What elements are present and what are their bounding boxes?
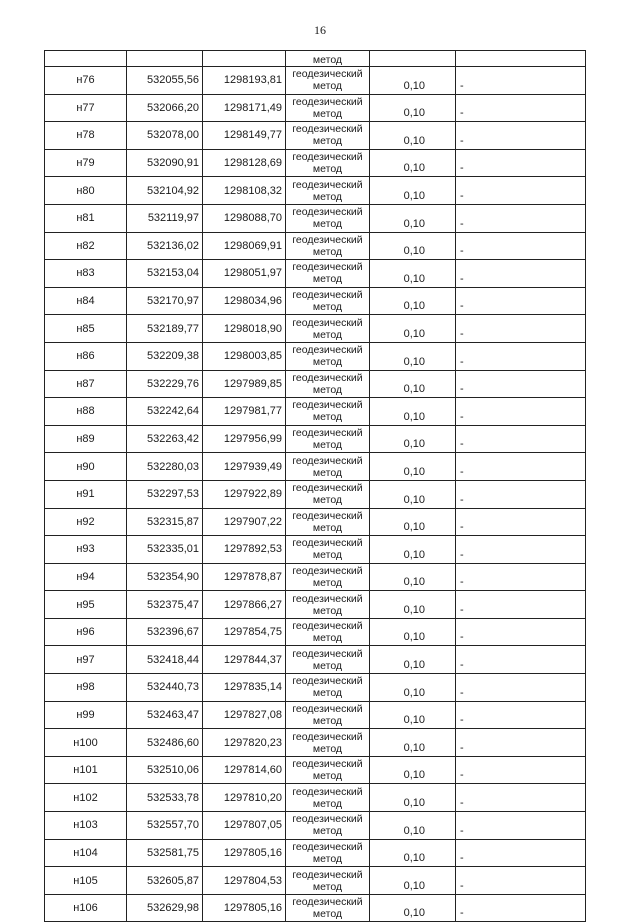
method-cell (286, 67, 370, 95)
accuracy-cell: 0,10 (370, 756, 456, 784)
point-number-cell: н103 (45, 812, 127, 840)
y-coordinate-cell: 1298193,81 (203, 67, 286, 95)
x-coordinate-cell: 532629,98 (127, 894, 203, 922)
method-line-2: метод (312, 411, 343, 424)
method-line-2: метод (312, 328, 343, 341)
method-cell (286, 370, 370, 398)
method-line-2: метод (312, 687, 343, 700)
point-number-cell: н78 (45, 122, 127, 150)
y-coordinate-cell: 1297827,08 (203, 701, 286, 729)
table-row (45, 701, 586, 729)
y-coordinate-cell: 1297805,16 (203, 839, 286, 867)
x-coordinate-cell: 532557,70 (127, 812, 203, 840)
table-row (45, 894, 586, 922)
table-row (45, 480, 586, 508)
method-line-2: метод (312, 825, 343, 838)
y-coordinate-cell: 1297989,85 (203, 370, 286, 398)
method-cell (286, 729, 370, 757)
y-coordinate-cell: 1298069,91 (203, 232, 286, 260)
point-number-cell: н92 (45, 508, 127, 536)
table-row (45, 204, 586, 232)
x-coordinate-cell: 532335,01 (127, 536, 203, 564)
y-coordinate-cell: 1297907,22 (203, 508, 286, 536)
method-cell (286, 536, 370, 564)
accuracy-cell: 0,10 (370, 508, 456, 536)
method-cell (286, 315, 370, 343)
x-coordinate-cell: 532090,91 (127, 149, 203, 177)
y-coordinate-cell: 1298171,49 (203, 94, 286, 122)
x-coordinate-cell: 532605,87 (127, 867, 203, 895)
method-line-1: геодезический (292, 316, 363, 329)
x-coordinate-cell: 532055,56 (127, 67, 203, 95)
x-coordinate-cell: 532375,47 (127, 591, 203, 619)
x-coordinate-cell: 532440,73 (127, 674, 203, 702)
method-line-1: геодезический (292, 95, 363, 108)
point-number-cell: н101 (45, 756, 127, 784)
table-row (45, 508, 586, 536)
description-cell: - (456, 398, 586, 426)
method-line-2: метод (312, 797, 343, 810)
method-line-1: геодезический (292, 509, 363, 522)
method-cell (286, 425, 370, 453)
accuracy-cell: 0,10 (370, 618, 456, 646)
table-row (45, 177, 586, 205)
point-number-cell: н99 (45, 701, 127, 729)
method-line-1: геодезический (292, 647, 363, 660)
y-coordinate-cell: 1298149,77 (203, 122, 286, 150)
method-line-1: геодезический (292, 564, 363, 577)
method-cell (286, 839, 370, 867)
description-cell: - (456, 646, 586, 674)
method-line-2: метод (312, 908, 343, 921)
method-line-1: геодезический (292, 399, 363, 412)
point-number-cell: н80 (45, 177, 127, 205)
description-cell: - (456, 315, 586, 343)
description-cell: - (456, 94, 586, 122)
method-line-2: метод (312, 273, 343, 286)
method-line-2: метод (312, 190, 343, 203)
method-line-2: метод (312, 742, 343, 755)
method-line-2: метод (312, 301, 343, 314)
method-line-2: метод (312, 659, 343, 672)
accuracy-cell: 0,10 (370, 563, 456, 591)
method-line-1: геодезический (292, 454, 363, 467)
method-line-2: метод (312, 218, 343, 231)
description-cell: - (456, 425, 586, 453)
y-coordinate-cell: 1297807,05 (203, 812, 286, 840)
point-number-cell: н82 (45, 232, 127, 260)
header-cell-method: метод (286, 51, 370, 67)
method-cell (286, 701, 370, 729)
method-cell (286, 508, 370, 536)
accuracy-cell: 0,10 (370, 67, 456, 95)
table-row (45, 674, 586, 702)
page-number: 16 (314, 23, 326, 37)
y-coordinate-cell: 1297939,49 (203, 453, 286, 481)
x-coordinate-cell: 532396,67 (127, 618, 203, 646)
description-cell: - (456, 370, 586, 398)
table-row (45, 122, 586, 150)
method-line-2: метод (312, 245, 343, 258)
description-cell: - (456, 591, 586, 619)
description-cell: - (456, 784, 586, 812)
description-cell: - (456, 177, 586, 205)
table-row (45, 591, 586, 619)
accuracy-cell: 0,10 (370, 177, 456, 205)
accuracy-cell: 0,10 (370, 674, 456, 702)
table-row (45, 287, 586, 315)
method-cell (286, 756, 370, 784)
method-line-1: геодезический (292, 868, 363, 881)
x-coordinate-cell: 532078,00 (127, 122, 203, 150)
method-cell (286, 204, 370, 232)
header-cell (45, 51, 127, 67)
method-line-1: геодезический (292, 620, 363, 633)
header-cell (203, 51, 286, 67)
method-line-1: геодезический (292, 675, 363, 688)
table-row (45, 315, 586, 343)
y-coordinate-cell: 1297866,27 (203, 591, 286, 619)
y-coordinate-cell: 1298034,96 (203, 287, 286, 315)
description-cell: - (456, 342, 586, 370)
table-row (45, 812, 586, 840)
table-row (45, 260, 586, 288)
y-coordinate-cell: 1297810,20 (203, 784, 286, 812)
point-number-cell: н104 (45, 839, 127, 867)
table-row (45, 563, 586, 591)
accuracy-cell: 0,10 (370, 287, 456, 315)
table-row (45, 67, 586, 95)
method-line-2: метод (312, 494, 343, 507)
point-number-cell: н96 (45, 618, 127, 646)
x-coordinate-cell: 532581,75 (127, 839, 203, 867)
table-row (45, 536, 586, 564)
method-line-2: метод (312, 466, 343, 479)
table-row (45, 370, 586, 398)
method-line-2: метод (312, 632, 343, 645)
y-coordinate-cell: 1298003,85 (203, 342, 286, 370)
method-line-1: геодезический (292, 896, 363, 909)
x-coordinate-cell: 532119,97 (127, 204, 203, 232)
method-cell (286, 342, 370, 370)
point-number-cell: н88 (45, 398, 127, 426)
method-line-2: метод (312, 852, 343, 865)
description-cell: - (456, 563, 586, 591)
description-cell: - (456, 122, 586, 150)
y-coordinate-cell: 1297814,60 (203, 756, 286, 784)
table-row (45, 646, 586, 674)
point-number-cell: н90 (45, 453, 127, 481)
y-coordinate-cell: 1297922,89 (203, 480, 286, 508)
table-row (45, 729, 586, 757)
accuracy-cell: 0,10 (370, 315, 456, 343)
method-line-1: геодезический (292, 785, 363, 798)
method-cell (286, 563, 370, 591)
method-line-1: геодезический (292, 427, 363, 440)
x-coordinate-cell: 532136,02 (127, 232, 203, 260)
y-coordinate-cell: 1297844,37 (203, 646, 286, 674)
description-cell: - (456, 287, 586, 315)
point-number-cell: н100 (45, 729, 127, 757)
method-line-2: метод (312, 604, 343, 617)
y-coordinate-cell: 1297820,23 (203, 729, 286, 757)
x-coordinate-cell: 532297,53 (127, 480, 203, 508)
x-coordinate-cell: 532315,87 (127, 508, 203, 536)
description-cell: - (456, 618, 586, 646)
point-number-cell: н86 (45, 342, 127, 370)
description-cell: - (456, 536, 586, 564)
point-number-cell: н81 (45, 204, 127, 232)
description-cell: - (456, 674, 586, 702)
header-cell (370, 51, 456, 67)
method-cell (286, 480, 370, 508)
method-cell (286, 812, 370, 840)
y-coordinate-cell: 1297878,87 (203, 563, 286, 591)
y-coordinate-cell: 1298128,69 (203, 149, 286, 177)
method-line-2: метод (312, 576, 343, 589)
method-cell (286, 94, 370, 122)
description-cell: - (456, 729, 586, 757)
method-line-2: метод (312, 521, 343, 534)
method-line-2: метод (312, 880, 343, 893)
description-cell: - (456, 67, 586, 95)
accuracy-cell: 0,10 (370, 204, 456, 232)
method-line-1: геодезический (292, 68, 363, 81)
table-row (45, 232, 586, 260)
y-coordinate-cell: 1298051,97 (203, 260, 286, 288)
method-line-2: метод (312, 107, 343, 120)
description-cell: - (456, 232, 586, 260)
accuracy-cell: 0,10 (370, 370, 456, 398)
method-line-2: метод (312, 770, 343, 783)
method-cell (286, 591, 370, 619)
method-line-1: геодезический (292, 537, 363, 550)
point-number-cell: н89 (45, 425, 127, 453)
method-line-1: геодезический (292, 123, 363, 136)
point-number-cell: н97 (45, 646, 127, 674)
table-row (45, 618, 586, 646)
accuracy-cell: 0,10 (370, 260, 456, 288)
method-cell (286, 260, 370, 288)
header-cell (127, 51, 203, 67)
table-row (45, 784, 586, 812)
x-coordinate-cell: 532153,04 (127, 260, 203, 288)
table-row (45, 453, 586, 481)
method-line-1: геодезический (292, 371, 363, 384)
continued-header-row (45, 51, 586, 67)
method-cell (286, 232, 370, 260)
x-coordinate-cell: 532189,77 (127, 315, 203, 343)
accuracy-cell: 0,10 (370, 646, 456, 674)
table-row (45, 867, 586, 895)
point-number-cell: н98 (45, 674, 127, 702)
point-number-cell: н106 (45, 894, 127, 922)
method-line-2: метод (312, 135, 343, 148)
method-line-1: геодезический (292, 758, 363, 771)
table-row (45, 425, 586, 453)
description-cell: - (456, 701, 586, 729)
description-cell: - (456, 839, 586, 867)
y-coordinate-cell: 1298108,32 (203, 177, 286, 205)
table-row (45, 94, 586, 122)
accuracy-cell: 0,10 (370, 94, 456, 122)
coordinates-table (44, 50, 586, 922)
point-number-cell: н84 (45, 287, 127, 315)
point-number-cell: н79 (45, 149, 127, 177)
method-line-1: геодезический (292, 592, 363, 605)
table-row (45, 149, 586, 177)
method-line-1: геодезический (292, 289, 363, 302)
accuracy-cell: 0,10 (370, 591, 456, 619)
point-number-cell: н87 (45, 370, 127, 398)
method-cell (286, 867, 370, 895)
accuracy-cell: 0,10 (370, 894, 456, 922)
x-coordinate-cell: 532280,03 (127, 453, 203, 481)
method-cell (286, 149, 370, 177)
description-cell: - (456, 480, 586, 508)
table-row (45, 398, 586, 426)
point-number-cell: н76 (45, 67, 127, 95)
accuracy-cell: 0,10 (370, 729, 456, 757)
point-number-cell: н95 (45, 591, 127, 619)
accuracy-cell: 0,10 (370, 232, 456, 260)
method-line-1: геодезический (292, 206, 363, 219)
description-cell: - (456, 260, 586, 288)
method-line-1: геодезический (292, 702, 363, 715)
point-number-cell: н77 (45, 94, 127, 122)
method-line-2: метод (312, 80, 343, 93)
method-line-2: метод (312, 383, 343, 396)
x-coordinate-cell: 532418,44 (127, 646, 203, 674)
method-cell (286, 398, 370, 426)
method-cell (286, 784, 370, 812)
method-line-1: геодезический (292, 813, 363, 826)
point-number-cell: н83 (45, 260, 127, 288)
y-coordinate-cell: 1297981,77 (203, 398, 286, 426)
method-cell (286, 177, 370, 205)
point-number-cell: н85 (45, 315, 127, 343)
table-row (45, 839, 586, 867)
y-coordinate-cell: 1297835,14 (203, 674, 286, 702)
accuracy-cell: 0,10 (370, 480, 456, 508)
method-line-2: метод (312, 439, 343, 452)
description-cell: - (456, 508, 586, 536)
x-coordinate-cell: 532170,97 (127, 287, 203, 315)
method-cell (286, 122, 370, 150)
y-coordinate-cell: 1297804,53 (203, 867, 286, 895)
x-coordinate-cell: 532104,92 (127, 177, 203, 205)
x-coordinate-cell: 532354,90 (127, 563, 203, 591)
y-coordinate-cell: 1298088,70 (203, 204, 286, 232)
accuracy-cell: 0,10 (370, 149, 456, 177)
x-coordinate-cell: 532066,20 (127, 94, 203, 122)
accuracy-cell: 0,10 (370, 839, 456, 867)
method-line-1: геодезический (292, 730, 363, 743)
method-line-2: метод (312, 714, 343, 727)
x-coordinate-cell: 532229,76 (127, 370, 203, 398)
table-row (45, 756, 586, 784)
x-coordinate-cell: 532242,64 (127, 398, 203, 426)
x-coordinate-cell: 532510,06 (127, 756, 203, 784)
x-coordinate-cell: 532463,47 (127, 701, 203, 729)
method-line-1: геодезический (292, 233, 363, 246)
accuracy-cell: 0,10 (370, 398, 456, 426)
accuracy-cell: 0,10 (370, 536, 456, 564)
accuracy-cell: 0,10 (370, 867, 456, 895)
point-number-cell: н94 (45, 563, 127, 591)
y-coordinate-cell: 1298018,90 (203, 315, 286, 343)
method-line-2: метод (312, 163, 343, 176)
method-line-1: геодезический (292, 261, 363, 274)
method-line-2: метод (312, 549, 343, 562)
method-cell (286, 646, 370, 674)
x-coordinate-cell: 532533,78 (127, 784, 203, 812)
method-line-1: геодезический (292, 840, 363, 853)
accuracy-cell: 0,10 (370, 784, 456, 812)
point-number-cell: н102 (45, 784, 127, 812)
description-cell: - (456, 149, 586, 177)
point-number-cell: н93 (45, 536, 127, 564)
description-cell: - (456, 204, 586, 232)
description-cell: - (456, 453, 586, 481)
method-cell (286, 894, 370, 922)
method-line-1: геодезический (292, 482, 363, 495)
accuracy-cell: 0,10 (370, 701, 456, 729)
method-line-1: геодезический (292, 344, 363, 357)
y-coordinate-cell: 1297854,75 (203, 618, 286, 646)
accuracy-cell: 0,10 (370, 453, 456, 481)
table-row (45, 342, 586, 370)
point-number-cell: н91 (45, 480, 127, 508)
y-coordinate-cell: 1297805,16 (203, 894, 286, 922)
x-coordinate-cell: 532263,42 (127, 425, 203, 453)
method-cell (286, 287, 370, 315)
x-coordinate-cell: 532486,60 (127, 729, 203, 757)
description-cell: - (456, 812, 586, 840)
method-line-1: геодезический (292, 178, 363, 191)
accuracy-cell: 0,10 (370, 342, 456, 370)
accuracy-cell: 0,10 (370, 122, 456, 150)
description-cell: - (456, 867, 586, 895)
y-coordinate-cell: 1297892,53 (203, 536, 286, 564)
header-cell (456, 51, 586, 67)
method-line-2: метод (312, 356, 343, 369)
description-cell: - (456, 894, 586, 922)
accuracy-cell: 0,10 (370, 425, 456, 453)
accuracy-cell: 0,10 (370, 812, 456, 840)
point-number-cell: н105 (45, 867, 127, 895)
method-cell (286, 618, 370, 646)
y-coordinate-cell: 1297956,99 (203, 425, 286, 453)
description-cell: - (456, 756, 586, 784)
method-line-1: геодезический (292, 151, 363, 164)
method-cell (286, 453, 370, 481)
x-coordinate-cell: 532209,38 (127, 342, 203, 370)
method-cell (286, 674, 370, 702)
